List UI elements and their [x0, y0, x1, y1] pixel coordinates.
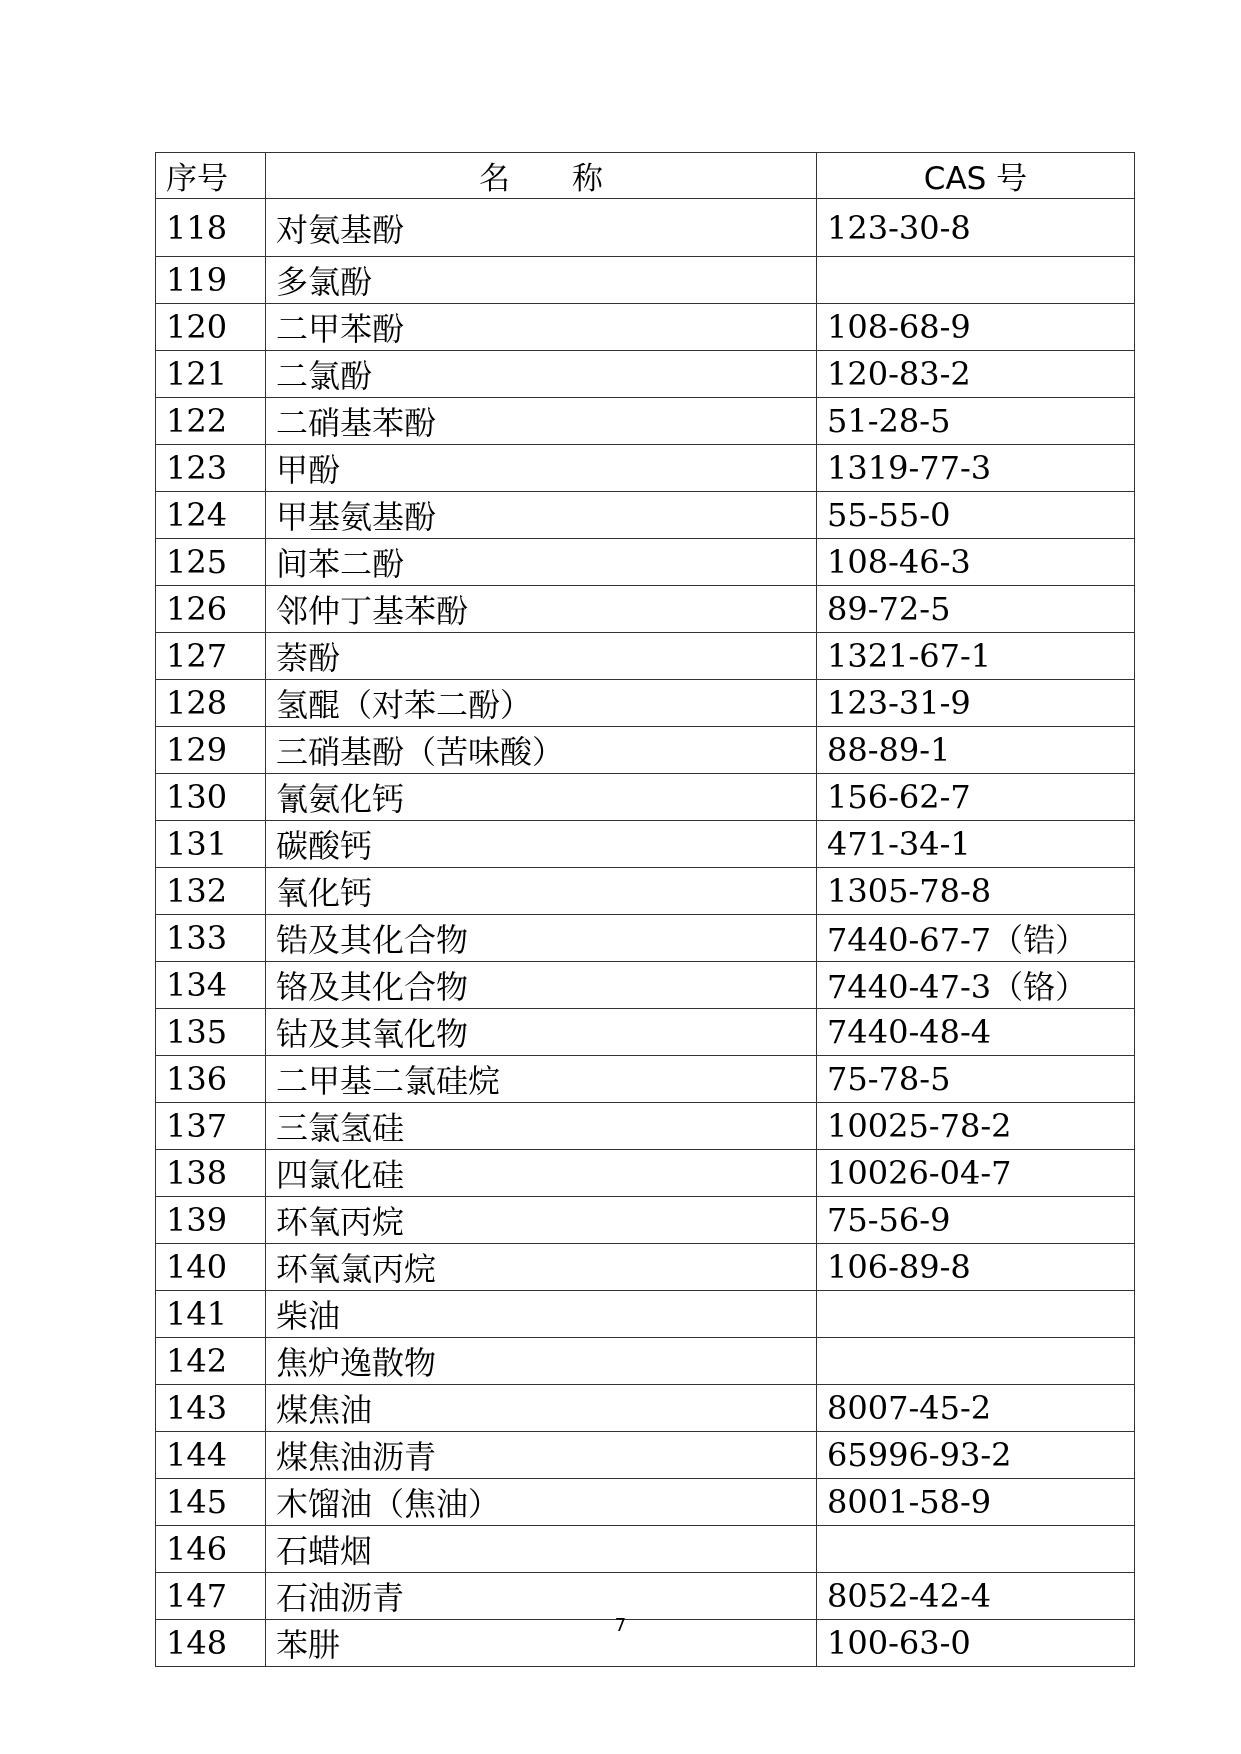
cell-name: 氰氨化钙 [266, 774, 817, 821]
header-name: 名 称 [266, 153, 817, 199]
page-number: 7 [614, 1615, 627, 1636]
cell-name: 二甲苯酚 [266, 304, 817, 351]
cell-serial-number: 147 [156, 1573, 266, 1620]
table-row [156, 1432, 1135, 1479]
table-row [156, 539, 1135, 586]
cell-cas-number: 156-62-7 [817, 774, 1135, 821]
cell-cas-number: 10026-04-7 [817, 1150, 1135, 1197]
table-row [156, 398, 1135, 445]
cell-serial-number: 127 [156, 633, 266, 680]
cell-serial-number: 138 [156, 1150, 266, 1197]
cell-serial-number: 143 [156, 1385, 266, 1432]
table-row [156, 821, 1135, 868]
cell-name: 三氯氢硅 [266, 1103, 817, 1150]
cell-cas-number: 8007-45-2 [817, 1385, 1135, 1432]
cell-name: 铬及其化合物 [266, 962, 817, 1009]
table-row [156, 868, 1135, 915]
table-row [156, 1573, 1135, 1620]
table-row [156, 680, 1135, 727]
cell-cas-number: 75-56-9 [817, 1197, 1135, 1244]
cell-name: 苯肼 [266, 1620, 817, 1667]
cell-cas-number: 55-55-0 [817, 492, 1135, 539]
cell-name: 二氯酚 [266, 351, 817, 398]
cell-name: 间苯二酚 [266, 539, 817, 586]
cell-name: 柴油 [266, 1291, 817, 1338]
cell-cas-number: 51-28-5 [817, 398, 1135, 445]
cell-name: 甲酚 [266, 445, 817, 492]
table-row [156, 1479, 1135, 1526]
cell-serial-number: 126 [156, 586, 266, 633]
table-row [156, 1338, 1135, 1385]
cell-serial-number: 124 [156, 492, 266, 539]
header-serial-number: 序号 [156, 153, 266, 199]
table-row [156, 1009, 1135, 1056]
cell-cas-number: 123-31-9 [817, 680, 1135, 727]
cell-name: 四氯化硅 [266, 1150, 817, 1197]
table-row [156, 727, 1135, 774]
cell-cas-number: 7440-67-7（锆） [817, 915, 1135, 962]
cell-name: 多氯酚 [266, 257, 817, 304]
cell-serial-number: 148 [156, 1620, 266, 1667]
table-row [156, 1385, 1135, 1432]
cell-serial-number: 144 [156, 1432, 266, 1479]
cell-cas-number [817, 1526, 1135, 1573]
cell-cas-number: 65996-93-2 [817, 1432, 1135, 1479]
cell-name: 二甲基二氯硅烷 [266, 1056, 817, 1103]
cell-serial-number: 118 [156, 199, 266, 257]
table-row [156, 351, 1135, 398]
cell-cas-number: 108-46-3 [817, 539, 1135, 586]
cell-serial-number: 121 [156, 351, 266, 398]
cell-serial-number: 139 [156, 1197, 266, 1244]
cell-serial-number: 135 [156, 1009, 266, 1056]
table-row [156, 1291, 1135, 1338]
table-row [156, 586, 1135, 633]
cell-cas-number: 7440-47-3（铬） [817, 962, 1135, 1009]
table-row [156, 915, 1135, 962]
cell-name: 环氧丙烷 [266, 1197, 817, 1244]
cell-serial-number: 132 [156, 868, 266, 915]
cell-cas-number: 106-89-8 [817, 1244, 1135, 1291]
cell-serial-number: 123 [156, 445, 266, 492]
cell-serial-number: 146 [156, 1526, 266, 1573]
cell-cas-number: 1305-78-8 [817, 868, 1135, 915]
cell-cas-number: 10025-78-2 [817, 1103, 1135, 1150]
table-header-row [156, 153, 1135, 199]
table-row [156, 633, 1135, 680]
table-row [156, 257, 1135, 304]
cell-cas-number: 8052-42-4 [817, 1573, 1135, 1620]
table-row [156, 304, 1135, 351]
table-row [156, 774, 1135, 821]
cell-serial-number: 136 [156, 1056, 266, 1103]
cell-cas-number: 8001-58-9 [817, 1479, 1135, 1526]
cell-name: 萘酚 [266, 633, 817, 680]
cell-cas-number: 89-72-5 [817, 586, 1135, 633]
cell-cas-number: 1319-77-3 [817, 445, 1135, 492]
cell-serial-number: 145 [156, 1479, 266, 1526]
cell-name: 碳酸钙 [266, 821, 817, 868]
cell-name: 甲基氨基酚 [266, 492, 817, 539]
header-cas-number: CAS 号 [817, 153, 1135, 199]
table-body [156, 199, 1135, 1667]
cell-name: 环氧氯丙烷 [266, 1244, 817, 1291]
substance-table [155, 152, 1135, 1667]
cell-serial-number: 137 [156, 1103, 266, 1150]
table-row [156, 492, 1135, 539]
table-row [156, 1103, 1135, 1150]
cell-name: 钴及其氧化物 [266, 1009, 817, 1056]
table-row [156, 1150, 1135, 1197]
cell-name: 焦炉逸散物 [266, 1338, 817, 1385]
table-row [156, 1244, 1135, 1291]
cell-name: 木馏油（焦油） [266, 1479, 817, 1526]
cell-cas-number [817, 257, 1135, 304]
cell-cas-number: 123-30-8 [817, 199, 1135, 257]
cell-name: 石蜡烟 [266, 1526, 817, 1573]
cell-cas-number [817, 1338, 1135, 1385]
cell-name: 二硝基苯酚 [266, 398, 817, 445]
table-row [156, 1056, 1135, 1103]
cell-serial-number: 130 [156, 774, 266, 821]
cell-serial-number: 141 [156, 1291, 266, 1338]
table-row [156, 199, 1135, 257]
cell-cas-number: 108-68-9 [817, 304, 1135, 351]
cell-serial-number: 120 [156, 304, 266, 351]
cell-serial-number: 122 [156, 398, 266, 445]
cell-serial-number: 140 [156, 1244, 266, 1291]
table-row [156, 445, 1135, 492]
cell-cas-number: 88-89-1 [817, 727, 1135, 774]
cell-cas-number: 75-78-5 [817, 1056, 1135, 1103]
cell-cas-number: 100-63-0 [817, 1620, 1135, 1667]
cell-cas-number: 1321-67-1 [817, 633, 1135, 680]
cell-serial-number: 131 [156, 821, 266, 868]
cell-serial-number: 133 [156, 915, 266, 962]
cell-name: 三硝基酚（苦味酸） [266, 727, 817, 774]
cell-name: 石油沥青 [266, 1573, 817, 1620]
cell-name: 氧化钙 [266, 868, 817, 915]
cell-serial-number: 125 [156, 539, 266, 586]
cell-serial-number: 129 [156, 727, 266, 774]
table-row [156, 1526, 1135, 1573]
table-row [156, 1197, 1135, 1244]
cell-name: 锆及其化合物 [266, 915, 817, 962]
cell-serial-number: 128 [156, 680, 266, 727]
cell-cas-number: 471-34-1 [817, 821, 1135, 868]
cell-cas-number [817, 1291, 1135, 1338]
cell-name: 氢醌（对苯二酚） [266, 680, 817, 727]
cell-serial-number: 134 [156, 962, 266, 1009]
cell-serial-number: 142 [156, 1338, 266, 1385]
cell-name: 对氨基酚 [266, 199, 817, 257]
cell-name: 煤焦油沥青 [266, 1432, 817, 1479]
cell-serial-number: 119 [156, 257, 266, 304]
cell-cas-number: 120-83-2 [817, 351, 1135, 398]
table-row [156, 962, 1135, 1009]
cell-cas-number: 7440-48-4 [817, 1009, 1135, 1056]
cell-name: 邻仲丁基苯酚 [266, 586, 817, 633]
cell-name: 煤焦油 [266, 1385, 817, 1432]
